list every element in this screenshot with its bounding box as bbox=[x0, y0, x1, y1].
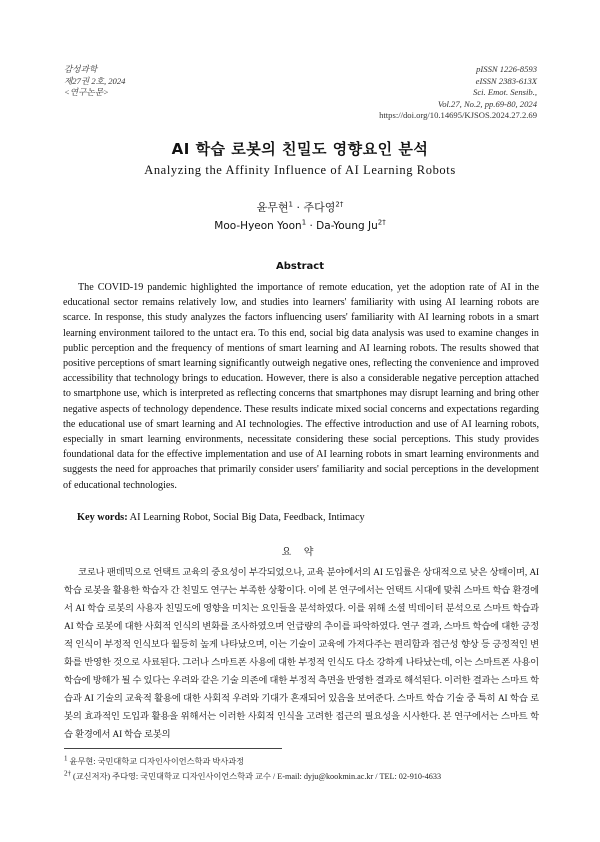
footnote-1 bbox=[64, 756, 244, 767]
abstract-heading: Abstract bbox=[275, 261, 325, 272]
keywords bbox=[77, 512, 539, 523]
title-english: Analyzing the Affinity Influence of AI Learning Robots bbox=[144, 163, 456, 177]
footnote-text: 윤무현: 국민대학교 디자인사이언스학과 박사과정 bbox=[69, 757, 245, 766]
author-mark: 2† bbox=[377, 218, 386, 227]
footnote-mark: 1 bbox=[64, 754, 68, 763]
volume-pages: Vol.27, No.2, pp.69-80, 2024 bbox=[437, 98, 537, 109]
footnote-text: (교신저자) 주다영: 국민대학교 디자인사이언스학과 교수 / E-mail: dyju@kookmin.ac.kr / TEL: 02-910-4633 bbox=[73, 772, 442, 781]
journal-volume: 제27권 2호, 2024 bbox=[64, 75, 126, 86]
authors-korean bbox=[0, 199, 600, 215]
author-separator: · bbox=[306, 220, 317, 232]
author-separator: · bbox=[293, 201, 304, 214]
keywords-text: AI Learning Robot, Social Big Data, Feedback, Intimacy bbox=[129, 512, 365, 523]
summary-text: 코로나 팬데믹으로 언택트 교육의 중요성이 부각되었으나, 교육 분야에서의 AI 도입률은 상대적으로 낮은 상태이며, AI 학습 로봇을 활용한 학습자 간 친밀도 연구는 부족한 상황이다. 이에 본 연구에서는 언택트 시대에 맞춰 스마트 학습 환경에서 AI 학습 로봇의 사용자 친밀도에 영향을 미치는 요인들을 분석하였다. 이를 위해 소셜 빅데이터 분석으로 스마트 학습과 AI 학습 로봇에 대한 사회적 인식의 변화를 조사하였으며 언급량의 추이를 파악하였다. 연구 결과, 스마트 학습에 대한 긍정적 인식이 부정적 인식보다 월등히 높게 나타났으며, 이는 기술이 교육에 가져다주는 편리함과 접근성 향상 등 긍정적인 변화를 반영한 것으로 사료된다. 그러나 스마트폰 사용에 대한 부정적 인식도 다소 강하게 나타났는데, 이는 스마트폰 사용이 학습에 방해가 될 수 있다는 우려와 같은 기술 의존에 대한 부정적 측면을 반영한 결과로 해석된다. 이러한 결과는 스마트 학습과 AI 기술의 교육적 활용에 대한 사회적 우려와 기대가 혼재되어 있음을 보여준다. 스마트 학습 기술 중 특히 AI 학습 로봇의 효과적인 도입과 활용을 위해서는 이러한 사회적 인식을 고려한 접근의 필요성을 시사한다. 본 연구에서는 스마트 학습 환경에서 AI 학습 로봇의 bbox=[64, 568, 539, 740]
footnote-divider bbox=[64, 748, 282, 749]
author-name: Moo-Hyeon Yoon bbox=[214, 220, 302, 232]
title-korean: AI 학습 로봇의 친밀도 영향요인 분석 bbox=[171, 140, 429, 158]
eissn: eISSN 2383-613X bbox=[475, 75, 537, 86]
authors-english bbox=[0, 220, 600, 232]
article-type: <연구논문> bbox=[64, 87, 109, 97]
author-name: 주다영 bbox=[303, 201, 336, 214]
author-mark: 1 bbox=[288, 200, 293, 209]
abstract-text: The COVID-19 pandemic highlighted the importance of remote education, yet the adoption rate of AI in the educational sector remains relatively low, and studies into learners' familiarity with using AI learning robots are scarce. In response, this study analyzes the factors influencing users' familiarity with AI learning robots in a smart learning environment tailored to the untact era. To this end, social big data analysis was used to examine changes in public perception and the frequency of mentions of smart learning and AI learning robots. The results showed that positive perceptions of smart learning significantly outweigh negative ones, reflecting the convenience and improved accessibility that technology brings to education. However, there is also a considerable negative perception attached to smartphone use, which is interpreted as reflecting concerns that smartphones may disrupt learning and bring other negative aspects of technology dependence. These results indicate mixed social concerns and expectations regarding the educational use of smart learning and AI technologies. The effective introduction and use of AI learning robots, especially in smart learning environments, necessitate considering these social perceptions. This study provides foundational data for the effective implementation and use of AI learning robots in smart learning environments and suggests the need for approaches that primarily consider users' familiarity and social perceptions in the development of educational technologies. bbox=[63, 282, 539, 491]
pissn: pISSN 1226-8593 bbox=[476, 64, 537, 74]
journal-abbrev: Sci. Emot. Sensib., bbox=[473, 87, 537, 97]
keywords-label: Key words: bbox=[77, 512, 128, 523]
author-mark: 1 bbox=[301, 218, 307, 227]
footnote-2 bbox=[64, 771, 441, 782]
author-name: 윤무현 bbox=[256, 201, 289, 214]
journal-header-left bbox=[64, 64, 125, 99]
doi-link[interactable]: https://doi.org/10.14695/KJSOS.2024.27.2.69 bbox=[379, 110, 537, 120]
author-name: Da-Young Ju bbox=[316, 220, 378, 232]
author-mark: 2† bbox=[335, 200, 344, 209]
footnote-mark: 2† bbox=[64, 769, 71, 778]
journal-name: 감성과학 bbox=[64, 64, 98, 74]
summary-heading: 요 약 bbox=[281, 547, 319, 558]
journal-header-right bbox=[379, 64, 537, 122]
